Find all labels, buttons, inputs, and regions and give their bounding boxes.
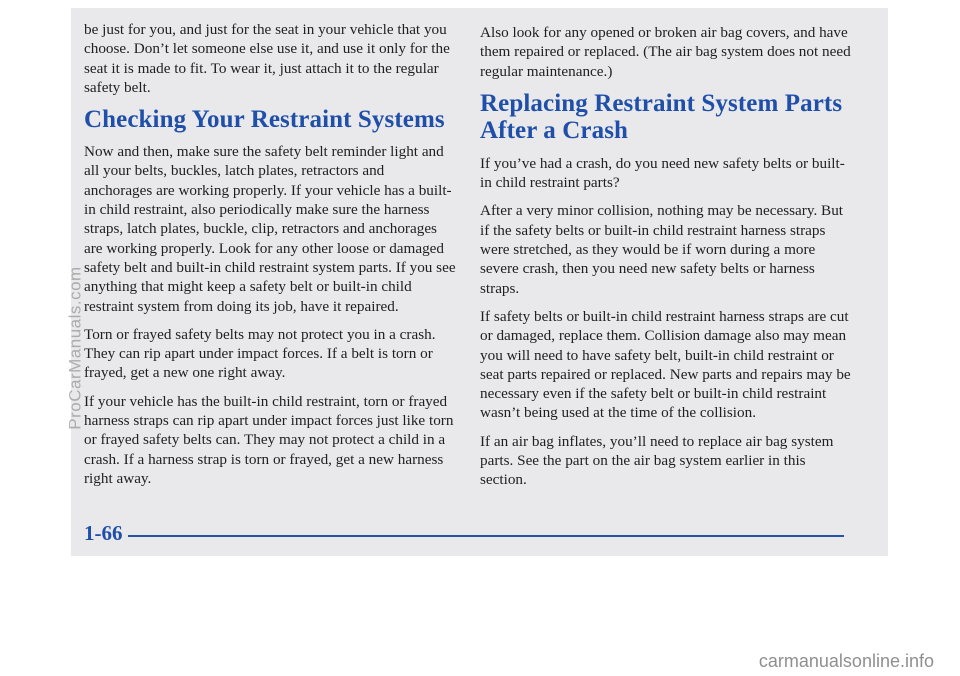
- side-watermark-text: ProCarManuals.com: [66, 266, 86, 430]
- body-paragraph: If your vehicle has the built-in child restraint, torn or frayed harness straps can rip apart under impact forces just like torn or frayed safety belts can. They may not protect a child in a crash. If a harness strap is torn or frayed, get a new harness right away.: [84, 392, 454, 487]
- body-paragraph: Now and then, make sure the safety belt reminder light and all your belts, buckles, latch plates, retractors and anchorages are working properly. If your vehicle has a built-in child restraint, also periodically make sure the harness straps, latch plates, buckle, clip, retractors and anchorages are working properly. Look for any other loose or damaged safety belt and built-in child restraint system parts. If you see anything that might keep a safety belt or built-in child restraint system from doing its job, have it repaired.: [84, 143, 456, 315]
- continued-paragraph: be just for you, and just for the seat in your vehicle that you choose. Don’t let someone else use it, and use it only for the seat it is made to fit. To wear it, just attach it to the regular safety belt.: [84, 21, 450, 96]
- body-paragraph: If an air bag inflates, you’ll need to replace air bag system parts. See the part on the air bag system earlier in this section.: [480, 432, 834, 489]
- body-paragraph: If you’ve had a crash, do you need new safety belts or built-in child restraint parts?: [480, 154, 845, 192]
- section-heading-checking-restraints: Checking Your Restraint Systems: [84, 106, 445, 134]
- continued-paragraph: Also look for any opened or broken air bag covers, and have them repaired or replaced. (The air bag system does not need regular maintenance.): [480, 24, 851, 80]
- side-watermark: [64, 198, 88, 498]
- body-paragraph: Torn or frayed safety belts may not protect you in a crash. They can rip apart under impact forces. If a belt is torn or frayed, get a new one right away.: [84, 325, 436, 382]
- body-paragraph: If safety belts or built-in child restraint harness straps are cut or damaged, replace them. Collision damage also may mean you will need to have safety belt, built-in child restraint or seat parts repaired or replaced. New parts and repairs may be necessary even if the safety belt or built-in child restraint wasn’t being used at the time of the collision.: [480, 307, 851, 422]
- section-heading-replacing-parts: Replacing Restraint System Parts After a Crash: [480, 89, 843, 144]
- bottom-watermark: carmanualsonline.info: [758, 651, 934, 671]
- body-paragraph: After a very minor collision, nothing may be necessary. But if the safety belts or built-in child restraint harness straps were stretched, as they would be if worn during a more severe crash, then you need new safety belts or harness straps.: [480, 202, 844, 297]
- footer-rule: [128, 535, 844, 537]
- right-column: [480, 23, 852, 499]
- left-column: [84, 20, 456, 497]
- page-number: 1-66: [84, 521, 123, 545]
